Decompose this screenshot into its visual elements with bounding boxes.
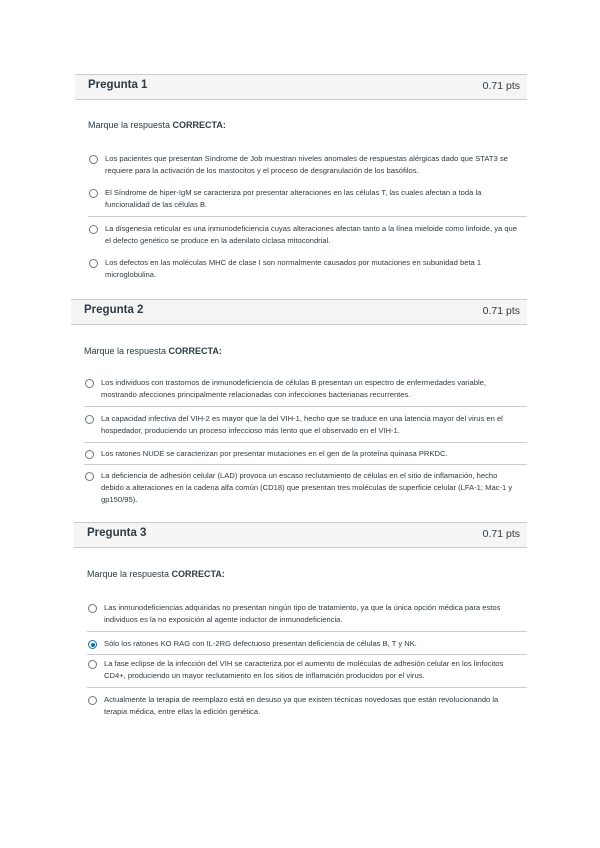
prompt-bold: CORRECTA:	[168, 346, 222, 356]
answer-text: La disgenesia reticular es una inmunodeficiencia cuyas alteraciones afectan tanto a la línea mieloide como linfoide, ya que el defecto genético se produce en la adenilato ciclasa mitocondrial.	[105, 224, 518, 245]
question-prompt	[84, 346, 222, 356]
question-title: Pregunta 2	[84, 304, 144, 316]
question-2-header	[71, 299, 527, 325]
question-title: Pregunta 3	[87, 527, 147, 539]
prompt-bold: CORRECTA:	[172, 120, 226, 130]
answer-text: Los pacientes que presentan Síndrome de Job muestran niveles anomales de respuestas alérgicas dado que STAT3 se requiere para la activación de los mastocitos y el proceso de desgranulación de los basófilos.	[105, 154, 508, 175]
answer-text: Actualmente la terapia de reemplazo está en desuso ya que existen técnicas novedosas que están revolucionando la terapia médica, entre ellas la edición genética.	[104, 695, 499, 716]
radio-button[interactable]	[85, 379, 94, 388]
answer-divider	[84, 406, 527, 407]
answer-divider	[87, 631, 527, 632]
answer-text: La capacidad infectiva del VIH-2 es mayor que la del VIH-1, hecho que se traduce en una latencia mayor del virus en el hospedador, produciendo un proceso infeccioso más lento que el observado en el VIH-1.	[101, 414, 503, 435]
answer-text: El Síndrome de hiper-IgM se caracteriza por presentar alteraciones en las células T, las cuales afectan a toda la funcionalidad de las células B.	[105, 188, 482, 209]
radio-button[interactable]	[88, 696, 97, 705]
question-points: 0.71 pts	[482, 80, 520, 92]
answer-divider	[87, 687, 527, 688]
question-points: 0.71 pts	[482, 528, 520, 540]
question-prompt	[88, 120, 226, 130]
answer-text: Las inmunodeficiencias adquiridas no presentan ningún tipo de tratamiento, ya que la única opción médica para estos individuos es la no exposición al agente inductor de inmunodeficiencia.	[104, 603, 501, 624]
prompt-bold: CORRECTA:	[171, 569, 225, 579]
question-points: 0.71 pts	[482, 305, 520, 317]
question-prompt	[87, 569, 225, 579]
answer-divider	[87, 654, 527, 655]
prompt-text: Marque la respuesta	[88, 120, 173, 130]
radio-button[interactable]	[89, 259, 98, 268]
radio-button[interactable]	[88, 660, 97, 669]
answer-text: Los defectos en las moléculas MHC de clase I son normalmente causados por mutaciones en subunidad beta 1 microglobulina.	[105, 258, 482, 279]
radio-button[interactable]	[85, 472, 94, 481]
question-1-header	[75, 74, 527, 100]
prompt-text: Marque la respuesta	[84, 346, 169, 356]
answer-divider	[84, 464, 527, 465]
answer-text: La fase eclipse de la infección del VIH se caracteriza por el aumento de moléculas de adhesión celular en los linfocitos CD4+, produciendo un mayor reclutamiento en los sitios de inflamación producidos por el virus.	[104, 659, 504, 680]
answer-divider	[88, 216, 527, 217]
question-title: Pregunta 1	[88, 79, 148, 91]
question-3	[74, 522, 527, 732]
answer-divider	[84, 442, 527, 443]
answer-text: Los ratones NUDE se caracterizan por presentar mutaciones en el gen de la proteína quinasa PRKDC.	[101, 449, 448, 458]
radio-button[interactable]	[89, 155, 98, 164]
radio-button[interactable]	[85, 415, 94, 424]
answer-text: Los individuos con trastornos de inmunodeficiencia de células B presentan un espectro de enfermedades variable, mostrando afecciones principalmente relacionadas con infecciones bacterianas recurrentes.	[101, 378, 486, 399]
prompt-text: Marque la respuesta	[87, 569, 172, 579]
question-3-header	[74, 522, 527, 548]
radio-button[interactable]	[89, 189, 98, 198]
radio-button-selected[interactable]	[88, 640, 97, 649]
question-1	[75, 74, 527, 294]
radio-button[interactable]	[85, 450, 94, 459]
answer-text: Sólo los ratones KO RAG con IL-2RG defectuoso presentan deficiencia de células B, T y NK.	[104, 639, 417, 648]
radio-button[interactable]	[89, 225, 98, 234]
radio-button[interactable]	[88, 604, 97, 613]
question-2	[71, 299, 527, 514]
answer-text: La deficiencia de adhesión celular (LAD) provoca un escaso reclutamiento de células en el sitio de inflamación, hecho debido a alteraciones en la cadena alfa común (CD18) que presentan tres moléculas de superficie celular (LFA-1; Mac-1 y gp150/95).	[101, 471, 513, 504]
